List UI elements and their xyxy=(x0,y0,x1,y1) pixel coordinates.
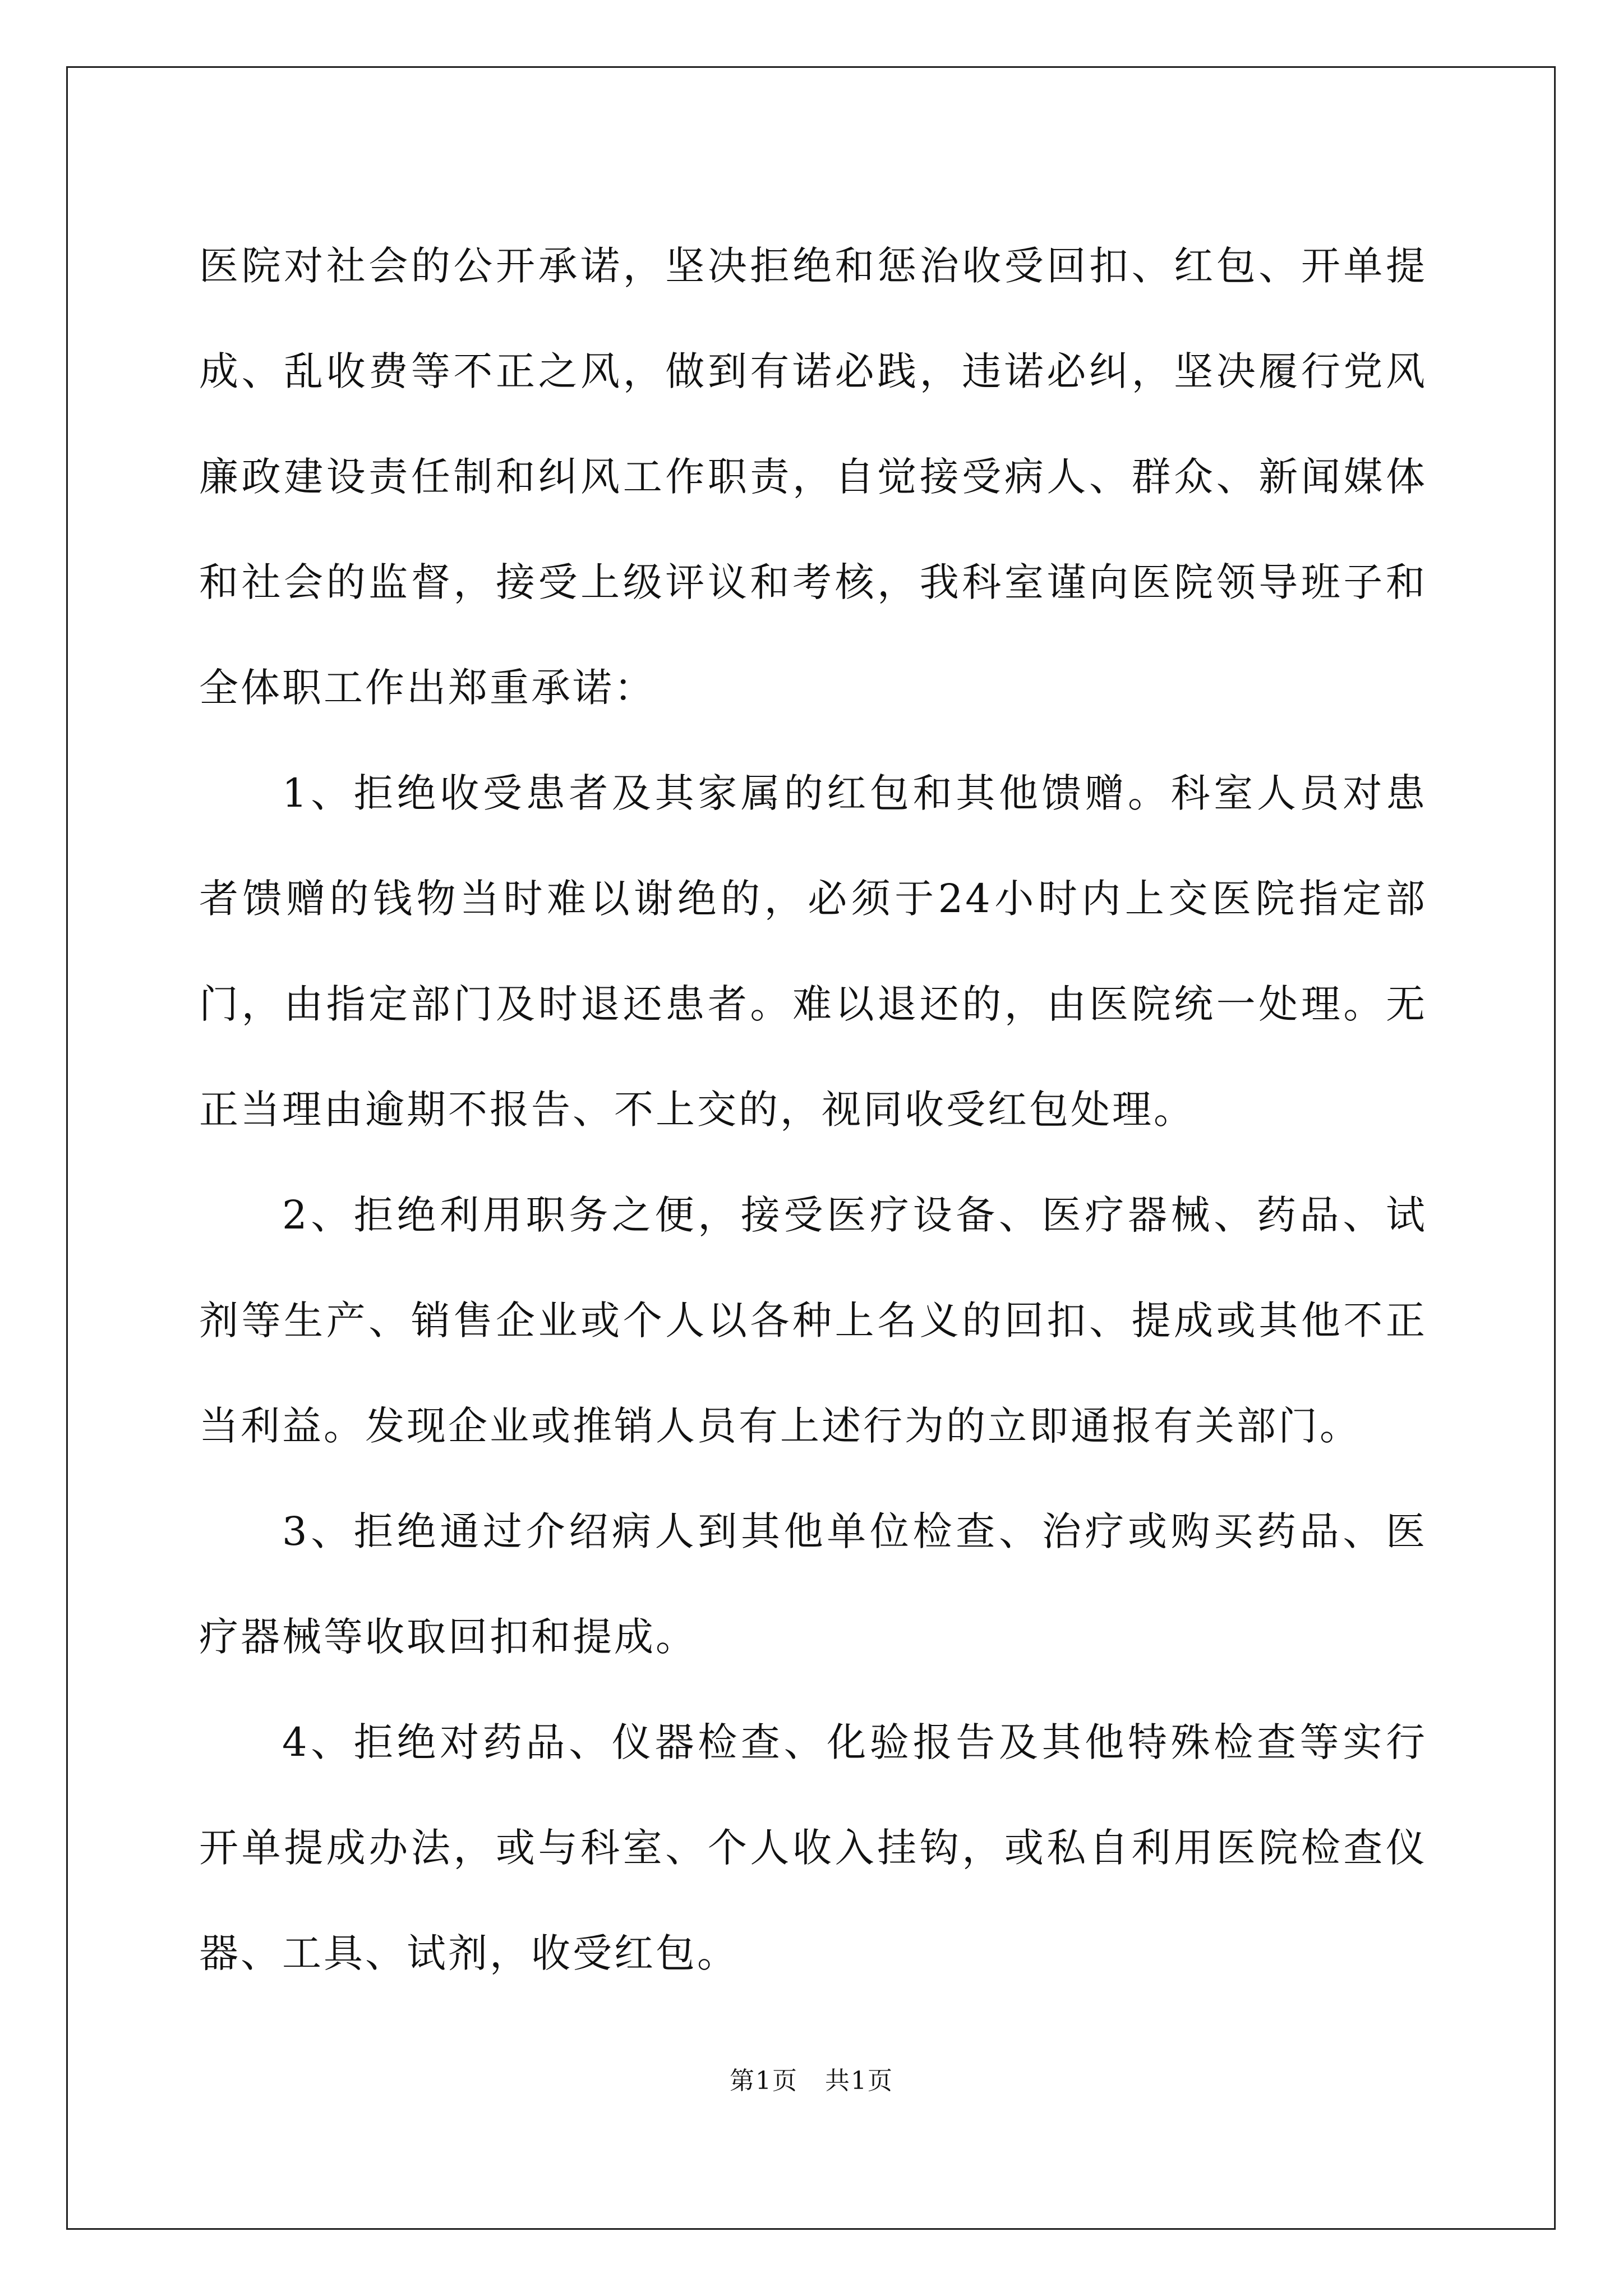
intro-paragraph: 医院对社会的公开承诺，坚决拒绝和惩治收受回扣、红包、开单提成、乱收费等不正之风，做到有诺必践，违诺必纠，坚决履行党风廉政建设责任制和纠风工作职责，自觉接受病人、群众、新闻媒体和社会的监督，接受上级评议和考核，我科室谨向医院领导班子和全体职工作出郑重承诺： xyxy=(199,243,1427,711)
commitment-item-4: 4、拒绝对药品、仪器检查、化验报告及其他特殊检查等实行开单提成办法，或与科室、个人收入挂钩，或私自利用医院检查仪器、工具、试剂，收受红包。 xyxy=(199,1719,1427,1976)
commitment-item-3: 3、拒绝通过介绍病人到其他单位检查、治疗或购买药品、医疗器械等收取回扣和提成。 xyxy=(199,1508,1427,1660)
page-number-footer: 第1页 共1页 xyxy=(730,2067,893,2095)
document-body xyxy=(199,213,1427,2006)
commitment-item-2: 2、拒绝利用职务之便，接受医疗设备、医疗器械、药品、试剂等生产、销售企业或个人以各种上名义的回扣、提成或其他不正当利益。发现企业或推销人员有上述行为的立即通报有关部门。 xyxy=(199,1192,1427,1449)
commitment-item-1: 1、拒绝收受患者及其家属的红包和其他馈赠。科室人员对患者馈赠的钱物当时难以谢绝的，必须于24小时内上交医院指定部门，由指定部门及时退还患者。难以退还的，由医院统一处理。无正当理由逾期不报告、不上交的，视同收受红包处理。 xyxy=(199,770,1427,1133)
